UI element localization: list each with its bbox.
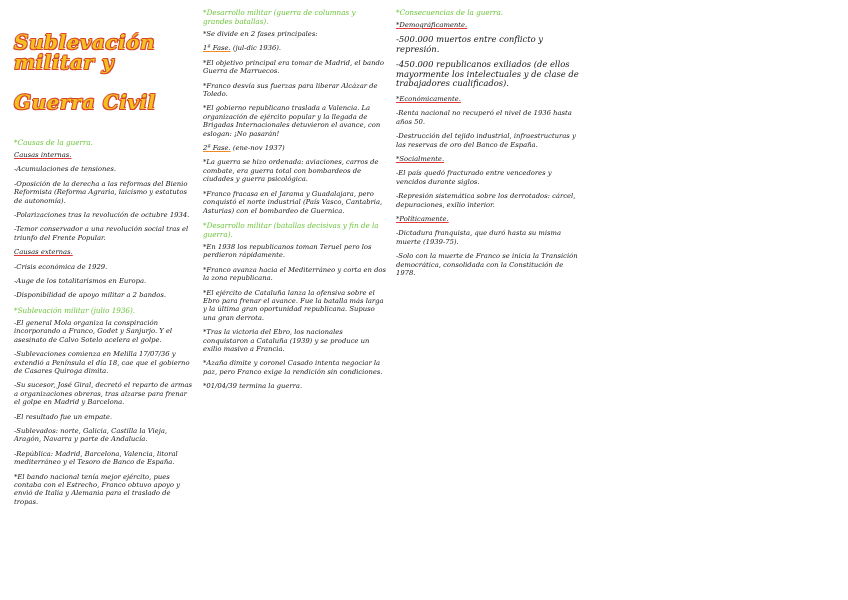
column-2 [203, 8, 386, 397]
column-1 [14, 8, 192, 512]
list-item: *Azaña dimite y coronel Casado intenta negociar la paz, pero Franco exige la rendición sin condiciones. [203, 359, 383, 376]
list-item: *El objetivo principal era tomar de Madrid, el bando Guerra de Marruecos. [203, 58, 384, 76]
list-item: -El resultado fue un empate. [14, 412, 113, 421]
list-item: *01/04/39 termina la guerra. [203, 382, 303, 391]
list-item: *Tras la victoria del Ebro, los nacionales conquistaron a Cataluña (1939) y se produce un exilio masivo a Francia. [203, 328, 370, 353]
list-item: *El gobierno republicano traslada a Valencia. La organización de ejército popular y la llegada de Brigadas Internacionales detuvieron el avance, con eslogan: ¡No pasarán! [203, 104, 381, 138]
external-causes-heading: Causas externas. [14, 248, 73, 257]
list-item: *El ejército de Cataluña lanza la ofensiva sobre el Ebro para frenar el avance. Fue la batalla más larga y la última gran oportunidad republicana. Supuso una gran derrota. [203, 288, 384, 322]
column-3 [396, 8, 582, 283]
list-item: *Franco avanza hacia el Mediterráneo y corta en dos la zona republicana. [203, 265, 386, 283]
list-item: -Oposición de la derecha a las reformas del Bienio Reformista (Reforma Agraria, laicismo y estatutos de autonomía). [14, 179, 188, 205]
list-item: -Renta nacional no recuperó el nivel de 1936 hasta años 50. [396, 109, 572, 126]
list-item: -Destrucción del tejido industrial, infraestructuras y las reservas de oro del Banco de España. [396, 132, 576, 149]
list-item: -Represión sistemática sobre los derrotados: cárcel, depuraciones, exilio interior. [396, 192, 576, 209]
list-item: -Auge de los totalitarismos en Europa. [14, 277, 147, 286]
list-item: -Su sucesor, José Giral, decretó el reparto de armas a organizaciones obreras, tras alzarse para frenar el golpe en Madrid y Barcelona. [14, 381, 192, 407]
list-item: -Polarizaciones tras la revolución de octubre 1934. [14, 211, 190, 220]
list-item: -El general Mola organiza la conspiración incorporando a Franco, Godet y Sanjurjo. Y el asesinato de Calvo Sotelo acelera el golpe. [14, 318, 173, 344]
title-line-2: Guerra Civil [14, 90, 156, 114]
list-item: *En 1938 los republicanos toman Teruel pero los perdieron rápidamente. [203, 242, 372, 260]
uprising-heading: *Sublevación militar (julio 1936). [14, 305, 136, 315]
bottom-note: *El bando nacional tenía mejor ejército, pues contaba con el Estrecho, Franco obtuvo apoyo y envió de Italia y Alemania para el traslado de tropas. [14, 472, 180, 506]
list-item: -Sublevaciones comienza en Melilla 17/07/36 y extendió a Península el día 18, cae que el gobierno de Casares Quiroga dimita. [14, 350, 190, 375]
list-item: *Franco fracasa en el Jarama y Guadalajara, pero conquistó el norte industrial (País Vasco, Cantabria, Asturias) con el bombardeo de Guernica. [203, 189, 383, 215]
phase2-dates: (ene-nov 1937) [232, 144, 285, 153]
causes-heading: *Causas de la guerra. [14, 138, 93, 147]
list-item: -Crisis económica de 1929. [14, 262, 108, 271]
phases-intro: *Se divide en 2 fases principales: [203, 30, 318, 38]
phase1-dates: (jul-dic 1936). [232, 44, 282, 53]
social-heading: *Socialmente. [396, 154, 445, 163]
phase2-label: 2ª Fase. [203, 144, 231, 153]
consequences-heading: *Consecuencias de la guerra. [396, 8, 504, 17]
political-heading: *Políticamente. [396, 214, 449, 223]
list-item: -República: Madrid, Barcelona, Valencia, litoral mediterráneo y el Tesoro de Banco de España. [14, 449, 178, 467]
list-item: -500.000 muertos entre conflicto y represión. [396, 34, 544, 54]
list-item: -Temor conservador a una revolución social tras el triunfo del Frente Popular. [14, 225, 189, 242]
economic-heading: *Económicamente. [396, 94, 461, 103]
list-item: -450.000 republicanos exiliados (de ellos mayormente los intelectuales y de clase de trabajadores cualificados). [396, 59, 579, 89]
list-item: -Dictadura franquista, que duró hasta su misma muerte (1939-75). [396, 229, 562, 246]
phase1-label: 1ª Fase. [203, 44, 231, 53]
demographic-heading: *Demográficamente. [396, 21, 468, 29]
page-title [14, 12, 192, 132]
list-item: -Disponibilidad de apoyo militar a 2 bandos. [14, 291, 167, 300]
list-item: -Acumulaciones de tensiones. [14, 165, 117, 174]
list-item: *Franco desvía sus fuerzas para liberar Alcázar de Toledo. [203, 81, 378, 99]
list-item: -Solo con la muerte de Franco se inicia la Transición democrática, consolidada con la Constitución de 1978. [396, 252, 578, 277]
decisive-heading: *Desarrollo militar (batallas decisivas y fin de la guerra). [203, 220, 379, 239]
internal-causes-heading: Causas internas. [14, 151, 72, 159]
list-item: -El país quedó fracturado entre vencedores y vencidos durante siglos. [396, 169, 552, 186]
list-item: -Sublevados: norte, Galicia, Castilla la Vieja, Aragón, Navarra y parte de Andalucía. [14, 426, 168, 444]
title-line-1: Sublevación militar y [14, 30, 156, 74]
list-item: *La guerra se hizo ordenada: aviaciones, carros de combate, era guerra total con bombardeos de ciudades y guerra psicológica. [203, 158, 379, 184]
development-heading: *Desarrollo militar (guerra de columnas y grandes batallas). [203, 8, 356, 26]
